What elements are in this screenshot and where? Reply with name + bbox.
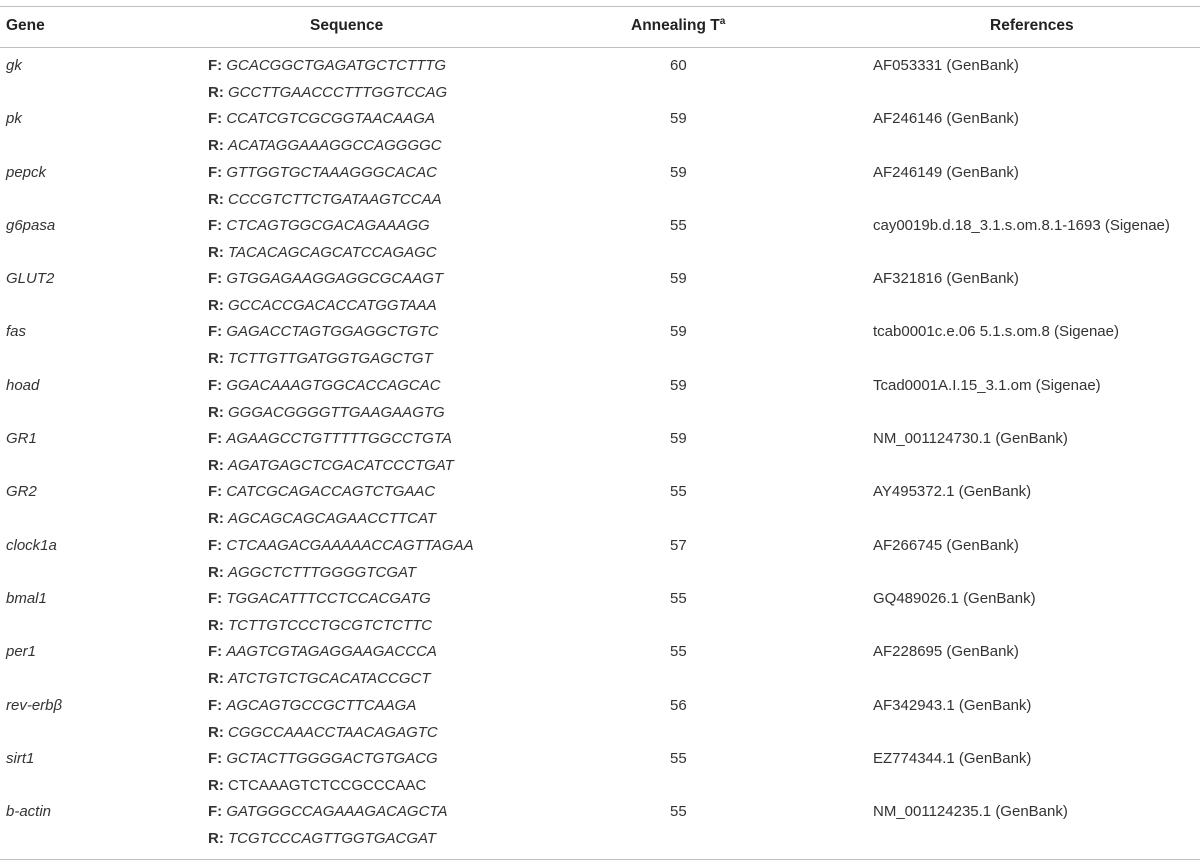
forward-primer	[208, 270, 443, 287]
reverse-primer-sequence: GGGACGGGGTTGAAGAAGTG	[228, 403, 445, 421]
reverse-primer-sequence: TACACAGCAGCATCCAGAGC	[228, 243, 437, 261]
reverse-primer-label: R:	[208, 350, 224, 368]
forward-primer-sequence: GTGGAGAAGGAGGCGCAAGT	[226, 270, 444, 288]
table-row	[0, 692, 1200, 745]
gene-name: rev-erbβ	[6, 696, 63, 714]
reverse-primer	[208, 724, 438, 741]
forward-primer	[208, 803, 447, 820]
header-annealing-footnote: a	[719, 15, 726, 27]
header-sequence: Sequence	[310, 17, 384, 34]
reverse-primer-sequence: TCGTCCCAGTTGGTGACGAT	[228, 830, 437, 848]
table-bottom-rule	[0, 859, 1200, 860]
forward-primer-label: F:	[208, 696, 223, 714]
reverse-primer-label: R:	[208, 84, 224, 101]
reverse-primer-sequence: AGATGAGCTCGACATCCCTGAT	[228, 457, 454, 475]
annealing-temperature: 59	[670, 323, 687, 341]
header-references: References	[990, 17, 1074, 34]
forward-primer	[208, 377, 441, 394]
forward-primer-label: F:	[208, 323, 223, 341]
reference: AF246149 (GenBank)	[873, 163, 1019, 181]
reverse-primer-sequence: GCCACCGACACCATGGTAAA	[228, 297, 437, 315]
annealing-temperature: 55	[670, 216, 687, 234]
reverse-primer	[208, 670, 431, 687]
annealing-temperature: 59	[670, 430, 687, 448]
table-row	[0, 105, 1200, 158]
reverse-primer-label: R:	[208, 563, 224, 581]
forward-primer-sequence: CTCAAGACGAAAAACCAGTTAGAA	[226, 536, 474, 554]
reference: NM_001124730.1 (GenBank)	[873, 430, 1068, 448]
table-row	[0, 265, 1200, 318]
reverse-primer	[208, 297, 437, 314]
forward-primer	[208, 164, 437, 181]
forward-primer	[208, 590, 431, 607]
gene-name: pk	[6, 110, 22, 128]
reverse-primer-label: R:	[208, 190, 224, 208]
annealing-temperature: 55	[670, 589, 687, 607]
reverse-primer-sequence: CTCAAAGTCTCCGCCCAAC	[228, 776, 427, 794]
annealing-temperature: 60	[670, 57, 687, 74]
reverse-primer-label: R:	[208, 510, 224, 528]
annealing-temperature: 59	[670, 376, 687, 394]
reverse-primer-label: R:	[208, 297, 224, 315]
reference: NM_001124235.1 (GenBank)	[873, 803, 1068, 821]
gene-name: GR1	[6, 430, 37, 448]
reference: AF266745 (GenBank)	[873, 536, 1019, 554]
reverse-primer	[208, 457, 454, 474]
forward-primer-sequence: AAGTCGTAGAGGAAGACCCA	[226, 643, 437, 661]
forward-primer	[208, 750, 438, 767]
reverse-primer	[208, 564, 416, 581]
reference: Tcad0001A.I.15_3.1.om (Sigenae)	[873, 376, 1101, 394]
forward-primer-sequence: AGAAGCCTGTTTTTGGCCTGTA	[226, 430, 452, 448]
forward-primer-label: F:	[208, 430, 223, 448]
forward-primer-label: F:	[208, 376, 223, 394]
forward-primer-label: F:	[208, 803, 223, 821]
forward-primer-sequence: GCTACTTGGGGACTGTGACG	[226, 749, 438, 767]
forward-primer-sequence: TGGACATTTCCTCCACGATG	[226, 589, 431, 607]
reverse-primer-sequence: AGGCTCTTTGGGGTCGAT	[228, 563, 417, 581]
forward-primer-label: F:	[208, 163, 223, 181]
reference: cay0019b.d.18_3.1.s.om.8.1-1693 (Sigenae)	[873, 216, 1170, 234]
reverse-primer	[208, 191, 442, 208]
gene-name: bmal1	[6, 589, 47, 607]
forward-primer	[208, 643, 437, 660]
forward-primer-sequence: GGACAAAGTGGCACCAGCAC	[226, 376, 441, 394]
forward-primer	[208, 110, 435, 127]
gene-name: pepck	[6, 163, 47, 181]
forward-primer-label: F:	[208, 643, 223, 661]
forward-primer-label: F:	[208, 749, 223, 767]
forward-primer	[208, 483, 435, 500]
reverse-primer-sequence: GCCTTGAACCCTTTGGTCCAG	[228, 84, 448, 101]
reference: EZ774344.1 (GenBank)	[873, 749, 1032, 767]
reverse-primer-sequence: TCTTGTTGATGGTGAGCTGT	[228, 350, 433, 368]
forward-primer-sequence: CCATCGTCGCGGTAACAAGA	[226, 110, 435, 128]
reverse-primer	[208, 777, 426, 794]
table-header-rule	[0, 47, 1200, 48]
forward-primer	[208, 217, 430, 234]
reverse-primer	[208, 830, 436, 847]
table-row	[0, 318, 1200, 371]
gene-name: GR2	[6, 483, 37, 501]
table-row	[0, 745, 1200, 798]
gene-name: b-actin	[6, 803, 52, 821]
reverse-primer	[208, 350, 433, 367]
forward-primer-sequence: GCACGGCTGAGATGCTCTTTG	[226, 57, 447, 74]
forward-primer-label: F:	[208, 536, 223, 554]
forward-primer	[208, 697, 416, 714]
annealing-temperature: 55	[670, 483, 687, 501]
reverse-primer-label: R:	[208, 616, 224, 634]
header-annealing-label: Annealing T	[631, 17, 720, 34]
reverse-primer-label: R:	[208, 670, 224, 688]
annealing-temperature: 59	[670, 270, 687, 288]
forward-primer-sequence: GATGGGCCAGAAAGACAGCTA	[226, 803, 448, 821]
table-row	[0, 212, 1200, 265]
table-body	[0, 52, 1200, 851]
reverse-primer-sequence: CCCGTCTTCTGATAAGTCCAA	[228, 190, 442, 208]
reference: GQ489026.1 (GenBank)	[873, 589, 1036, 607]
table-row	[0, 478, 1200, 531]
forward-primer-sequence: GAGACCTAGTGGAGGCTGTC	[226, 323, 439, 341]
table-header	[0, 0, 1200, 48]
forward-primer-sequence: CTCAGTGGCGACAGAAAGG	[226, 216, 430, 234]
reverse-primer-label: R:	[208, 776, 224, 794]
reverse-primer-label: R:	[208, 137, 224, 155]
annealing-temperature: 57	[670, 536, 687, 554]
reference: AF053331 (GenBank)	[873, 57, 1019, 74]
forward-primer-sequence: AGCAGTGCCGCTTCAAGA	[226, 696, 417, 714]
forward-primer-label: F:	[208, 589, 223, 607]
gene-name: gk	[6, 57, 22, 74]
reverse-primer-sequence: AGCAGCAGCAGAACCTTCAT	[228, 510, 437, 528]
forward-primer	[208, 537, 474, 554]
gene-name: per1	[6, 643, 37, 661]
annealing-temperature: 55	[670, 803, 687, 821]
table-row	[0, 159, 1200, 212]
reference: AF228695 (GenBank)	[873, 643, 1019, 661]
reverse-primer-sequence: TCTTGTCCCTGCGTCTCTTC	[228, 616, 433, 634]
reverse-primer-label: R:	[208, 243, 224, 261]
reference: AF246146 (GenBank)	[873, 110, 1019, 128]
forward-primer	[208, 323, 439, 340]
reverse-primer	[208, 244, 437, 261]
table-row	[0, 532, 1200, 585]
reference: AF321816 (GenBank)	[873, 270, 1019, 288]
gene-name: g6pasa	[6, 216, 56, 234]
header-gene: Gene	[6, 17, 45, 34]
annealing-temperature: 59	[670, 110, 687, 128]
reverse-primer	[208, 84, 447, 101]
table-row	[0, 372, 1200, 425]
reference: AY495372.1 (GenBank)	[873, 483, 1032, 501]
table-row	[0, 798, 1200, 851]
annealing-temperature: 55	[670, 749, 687, 767]
reverse-primer-label: R:	[208, 457, 224, 475]
annealing-temperature: 56	[670, 696, 687, 714]
reverse-primer-sequence: ACATAGGAAAGGCCAGGGGC	[228, 137, 442, 155]
annealing-temperature: 59	[670, 163, 687, 181]
forward-primer-label: F:	[208, 216, 223, 234]
reverse-primer-label: R:	[208, 830, 224, 848]
reference: tcab0001c.e.06 5.1.s.om.8 (Sigenae)	[873, 323, 1119, 341]
gene-name: GLUT2	[6, 270, 55, 288]
forward-primer	[208, 57, 446, 74]
gene-name: fas	[6, 323, 27, 341]
forward-primer-sequence: GTTGGTGCTAAAGGGCACAC	[226, 163, 437, 181]
reverse-primer-label: R:	[208, 723, 224, 741]
reverse-primer	[208, 137, 442, 154]
gene-name: hoad	[6, 376, 40, 394]
reverse-primer-sequence: CGGCCAAACCTAACAGAGTC	[228, 723, 438, 741]
reverse-primer-label: R:	[208, 403, 224, 421]
reverse-primer-sequence: ATCTGTCTGCACATACCGCT	[228, 670, 431, 688]
reverse-primer	[208, 617, 432, 634]
table-row	[0, 425, 1200, 478]
reverse-primer	[208, 404, 445, 421]
table-row	[0, 52, 1200, 105]
gene-name: clock1a	[6, 536, 57, 554]
reverse-primer	[208, 510, 436, 527]
table-row	[0, 638, 1200, 691]
table-row	[0, 585, 1200, 638]
gene-name: sirt1	[6, 749, 35, 767]
reference: AF342943.1 (GenBank)	[873, 696, 1032, 714]
forward-primer-label: F:	[208, 270, 223, 288]
annealing-temperature: 55	[670, 643, 687, 661]
forward-primer-sequence: CATCGCAGACCAGTCTGAAC	[226, 483, 436, 501]
forward-primer-label: F:	[208, 57, 223, 74]
forward-primer-label: F:	[208, 483, 223, 501]
header-annealing	[631, 17, 725, 35]
forward-primer	[208, 430, 452, 447]
forward-primer-label: F:	[208, 110, 223, 128]
